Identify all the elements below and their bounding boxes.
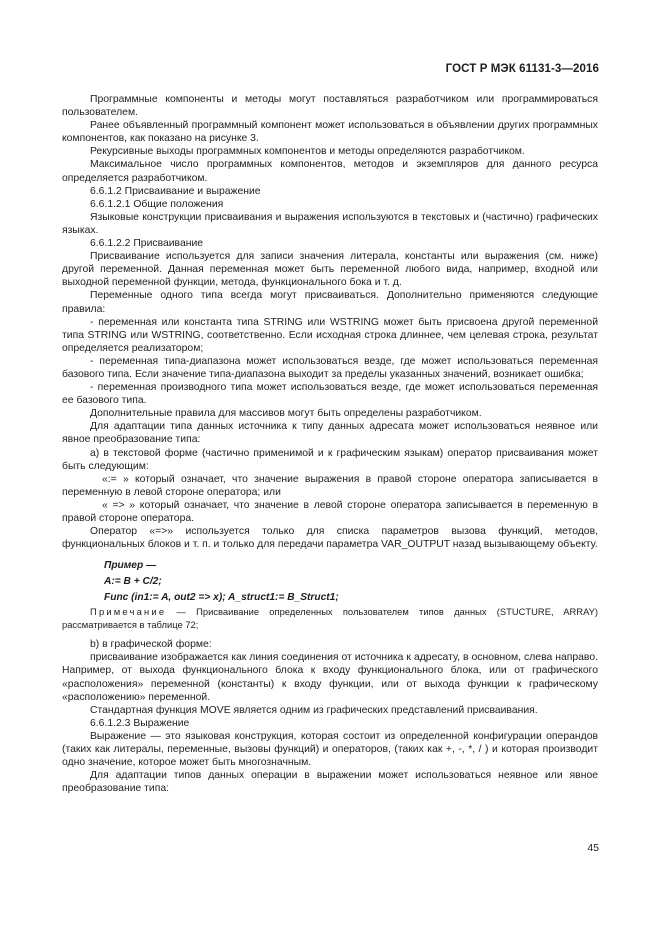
example-code-line: Func (in1:= A, out2 => x); A_struct1:= B_Struct1; — [104, 592, 339, 604]
standard-header: ГОСТ Р МЭК 61131-3—2016 — [445, 63, 599, 75]
paragraph: Переменные одного типа всегда могут присваиваться. Дополнительно применяются следующие правила: — [62, 290, 598, 315]
paragraph: Присваивание используется для записи значения литерала, константы или выражения (см. ниже) другой переменной. Данная переменная может быть переменной любого вида, например, входной или выходной переменной функции, метода, функционального бока и т. д. — [62, 251, 598, 289]
paragraph: Языковые конструкции присваивания и выражения используются в текстовых и (частично) графических языках. — [62, 211, 598, 236]
note-label: Примечание — [90, 606, 167, 618]
paragraph: Для адаптации типа данных источника к типу данных адресата может использоваться неявное или явное преобразование типа: — [62, 421, 598, 446]
operator-description: « => » который означает, что значение в левой стороне оператора записывается в переменную в правой стороне оператора. — [62, 499, 598, 524]
paragraph: a) в текстовой форме (частично применимой и к графическим языкам) оператор присваивания может быть следующим: — [62, 447, 598, 472]
code-example — [104, 558, 598, 606]
list-item: - переменная производного типа может использоваться везде, где может использоваться переменная ее базового типа. — [62, 382, 598, 407]
section-heading: 6.6.1.2.1 Общие положения — [90, 198, 224, 210]
example-label: Пример — — [104, 560, 157, 572]
paragraph: Рекурсивные выходы программных компонентов и методы определяются разработчиком. — [90, 146, 525, 158]
page-number: 45 — [587, 842, 599, 854]
list-item: - переменная или константа типа STRING или WSTRING может быть присвоена другой переменной типа STRING или WSTRING, соответственно. Если исходная строка длиннее, чем целевая строка, результат определяется реализатором; — [62, 316, 598, 354]
paragraph: Выражение — это языковая конструкция, которая состоит из определенной конфигурации операндов (таких как литералы, переменные, вызовы функций) и операторов, (таких как +, -, *, / ) и которая производит одно значение, которое может быть многозначным. — [62, 730, 598, 769]
paragraph: Оператор «=>» используется только для списка параметров вызова функций, методов, функциональных блоков и т. п. и только для передачи параметра VAR_OUTPUT назад вызывающему объекту. — [62, 526, 598, 551]
section-heading: 6.6.1.2.3 Выражение — [90, 717, 190, 729]
paragraph: Максимальное число программных компонентов, методов и экземпляров для данного ресурса определяется разработчиком. — [62, 159, 598, 184]
page-content — [62, 93, 598, 795]
section-heading: 6.6.1.2 Присваивание и выражение — [90, 185, 261, 197]
paragraph: Стандартная функция MOVE является одним из графических представлений присваивания. — [90, 704, 538, 716]
paragraph: Дополнительные правила для массивов могут быть определены разработчиком. — [90, 408, 482, 420]
list-item: - переменная типа-диапазона может использоваться везде, где может использоваться переменная базового типа. Если значение типа-диапазона выходит за пределы указанных значений, возникает ошибка; — [62, 355, 598, 380]
paragraph: b) в графической форме: — [90, 639, 212, 651]
paragraph: Ранее объявленный программный компонент может использоваться в объявлении других программных компонентов, как показано на рисунке 3. — [62, 120, 598, 145]
paragraph: Программные компоненты и методы могут поставляться разработчиком или программироваться пользователем. — [62, 94, 598, 119]
paragraph: Для адаптации типов данных операции в выражении может использоваться неявное или явное преобразование типа: — [62, 770, 598, 795]
section-heading: 6.6.1.2.2 Присваивание — [90, 238, 204, 250]
example-code-line: A:= B + C/2; — [104, 576, 162, 588]
note-text: — Присваивание определенных пользователем типов данных (STUCTURE, ARRAY) рассматривается в таблице 72; — [62, 606, 598, 630]
operator-description: «:= » который означает, что значение выражения в правой стороне оператора записывается в переменную в левой стороне оператора; или — [62, 473, 598, 498]
note — [62, 606, 598, 631]
paragraph: присваивание изображается как линия соединения от источника к адресату, в основном, слева направо. Например, от выхода функционального блока к входу функционального блока, или от графического «расположения» переменной (константы) к входу функции, или от выхода функции к графическому «расположению» переменной. — [62, 652, 598, 703]
